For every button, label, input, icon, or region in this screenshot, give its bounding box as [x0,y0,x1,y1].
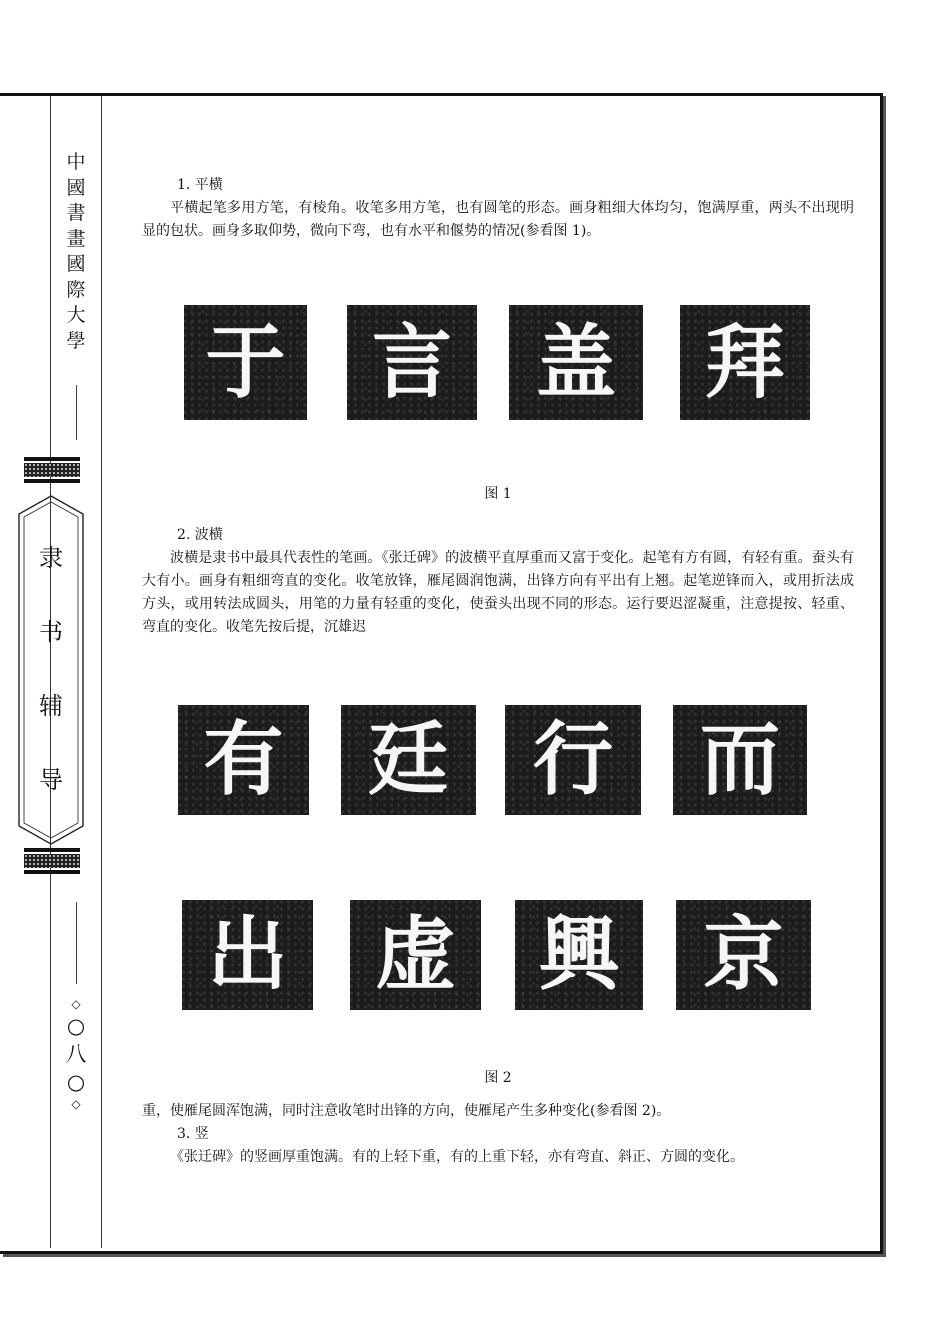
section-2-body: 波横是隶书中最具代表性的笔画。《张迁碑》的波横平直厚重而又富于变化。起笔有方有圆，有轻有重。蚕头有大有小。画身有粗细弯直的变化。收笔放锋，雁尾圆润饱满，出锋方向有平出有上翘。起笔逆锋而入，或用折法成方头，或用转法成圆头，用笔的力量有轻重的变化，使蚕头出现不同的形态。运行要迟涩凝重，注意提按、轻重、弯直的变化。收笔先按后提，沉雄迟 [142,550,854,635]
series-title-char: 中 [66,151,86,173]
book-title-char: 书 [39,618,63,646]
rubbing-character: 興 [515,900,643,1010]
rubbing-character: 有 [178,705,309,815]
section-1 [142,174,854,243]
diamond-icon: ◇ [71,1097,81,1111]
margin-rule-right [101,96,102,1248]
rubbing-character: 言 [347,305,477,420]
rubbing-character: 于 [184,305,307,420]
section-3-body: 《张迁碑》的竖画厚重饱满。有的上轻下重，有的上重下轻，亦有弯直、斜正、方圆的变化。 [170,1149,744,1165]
book-title-char: 辅 [39,692,63,720]
series-title-char: 際 [66,278,86,301]
rubbing-character: 虚 [350,900,481,1010]
rubbing-character: 而 [673,705,807,815]
book-title [17,530,85,826]
figure-2-caption: 图 2 [484,1070,512,1086]
section-2-continuation-and-3 [142,1100,854,1169]
section-2-continuation: 重，使雁尾圆浑饱满，同时注意收笔时出锋的方向，使雁尾产生多种变化(参看图 2)。 [142,1103,671,1119]
series-title-char: 國 [66,176,86,199]
sidebar-divider-top [76,385,77,440]
page-number-digit: ○ [66,1014,86,1038]
rubbing-character: 廷 [341,705,476,815]
rubbing-character: 出 [182,900,313,1010]
rubbing-character: 行 [505,705,641,815]
series-title-char: 書 [66,202,86,224]
rubbing-character: 盖 [509,305,643,420]
section-1-heading: 1. 平横 [177,177,223,193]
series-title-char: 大 [66,304,86,326]
diamond-icon: ◇ [71,997,81,1011]
series-title-char: 國 [66,253,86,275]
section-1-body: 平横起笔多用方笔，有棱角。收笔多用方笔，也有圆笔的形态。画身粗细大体均匀，饱满厚重，两头不出现明显的包状。画身多取仰势，微向下弯，也有水平和偃势的情况(参看图 1)。 [142,200,854,239]
decorative-band-bottom [24,848,80,876]
section-2 [142,524,854,639]
page-number-digit: 八 [65,1042,87,1066]
decorative-band-top [24,457,80,485]
sidebar-divider-bottom [76,902,77,984]
section-2-heading: 2. 波横 [177,527,223,543]
page-number [62,996,90,1112]
page-number-digit: ○ [66,1070,86,1094]
rubbing-character: 京 [676,900,811,1010]
series-title [62,150,90,354]
section-3-heading: 3. 竖 [177,1126,209,1142]
book-title-char: 隶 [39,544,63,572]
book-title-char: 导 [39,766,63,794]
series-title-char: 學 [66,329,86,352]
rubbing-character: 拜 [680,305,810,420]
figure-1-caption: 图 1 [484,486,512,502]
series-title-char: 畫 [66,227,86,250]
